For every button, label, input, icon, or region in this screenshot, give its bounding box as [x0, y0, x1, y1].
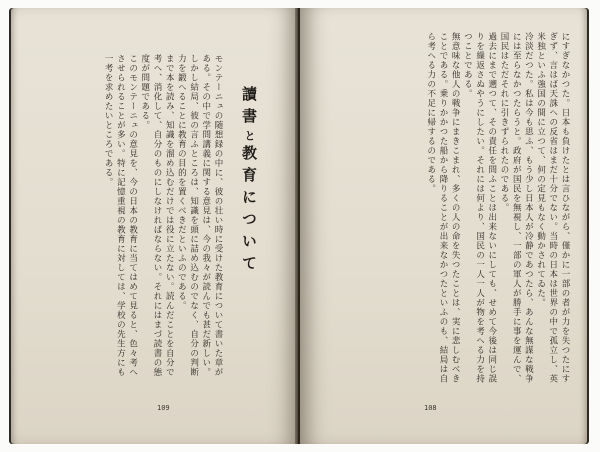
chapter-title-particle: と [243, 130, 256, 145]
left-page-number: 109 [157, 404, 170, 412]
left-page-body-text: モンテーニュの随想録の中に、彼の壮い時に受けた教育について書いた章がある。その中で学問講義に関する意見は、今の我々が読んでも甚だ新しい。しかし結局、彼の言ふところは、知識を頭に詰め込むのでなく、自分の判断力を鍛へることに教育の目的を置くべきだといふのである。 まで本を読み、知識を溜め込むだけでは役に立たない。読んだことを自分で考へ、消化して、自分のものにしなければならない。それにはまづ読書の態度が問題である。 このモンテーニュの意見を、今の日本の教育に当てはめて見ると、色々考へさせられることが多い。特に記憶重視の教育に対しては、学校の先生方にも一考を求めたいところである。 [103, 54, 223, 377]
open-book [9, 8, 589, 444]
right-page [300, 8, 587, 444]
chapter-title-main-b: 教育について [240, 145, 258, 277]
chapter-title [240, 86, 258, 277]
right-page-number: 108 [424, 404, 437, 412]
right-page-body-text: にすぎなかつた。日本も負けたとは言ひながら、僅かに一部の者が力を失つたにすぎず、言はば天誅への反省はまだ十分でない。当時の日本は世界の中で孤立し、英米独といふ強国の間に立つて、何の定見もなく動かされてゐた。 冷淡だつた。私は今も思ふ、もう少し日本人が冷静であつたら、あんな無謀な戦争には至らなかつたらうと。政府が国民を無視し、一部の軍人が勝手に事を運んで、国民はただそれに引きずられたのである。 過去にまで遡つて、その責任を問ふことは出来ないにしても、せめて今後は同じ誤りを繰返さぬやうにしたい。それには何より、国民の一人一人が物を考へる力を持つことである。 無意味な他人の戦争にまきこまれ、多くの人の命を失つたことは、実に悲しむべきことである。乗りかかつた船から降りることが出来なかつたといふのも、結局は自ら考へる力の不足に帰するのである。 [425, 32, 570, 384]
chapter-title-main-a: 讀書 [240, 86, 258, 130]
left-page [11, 8, 298, 444]
